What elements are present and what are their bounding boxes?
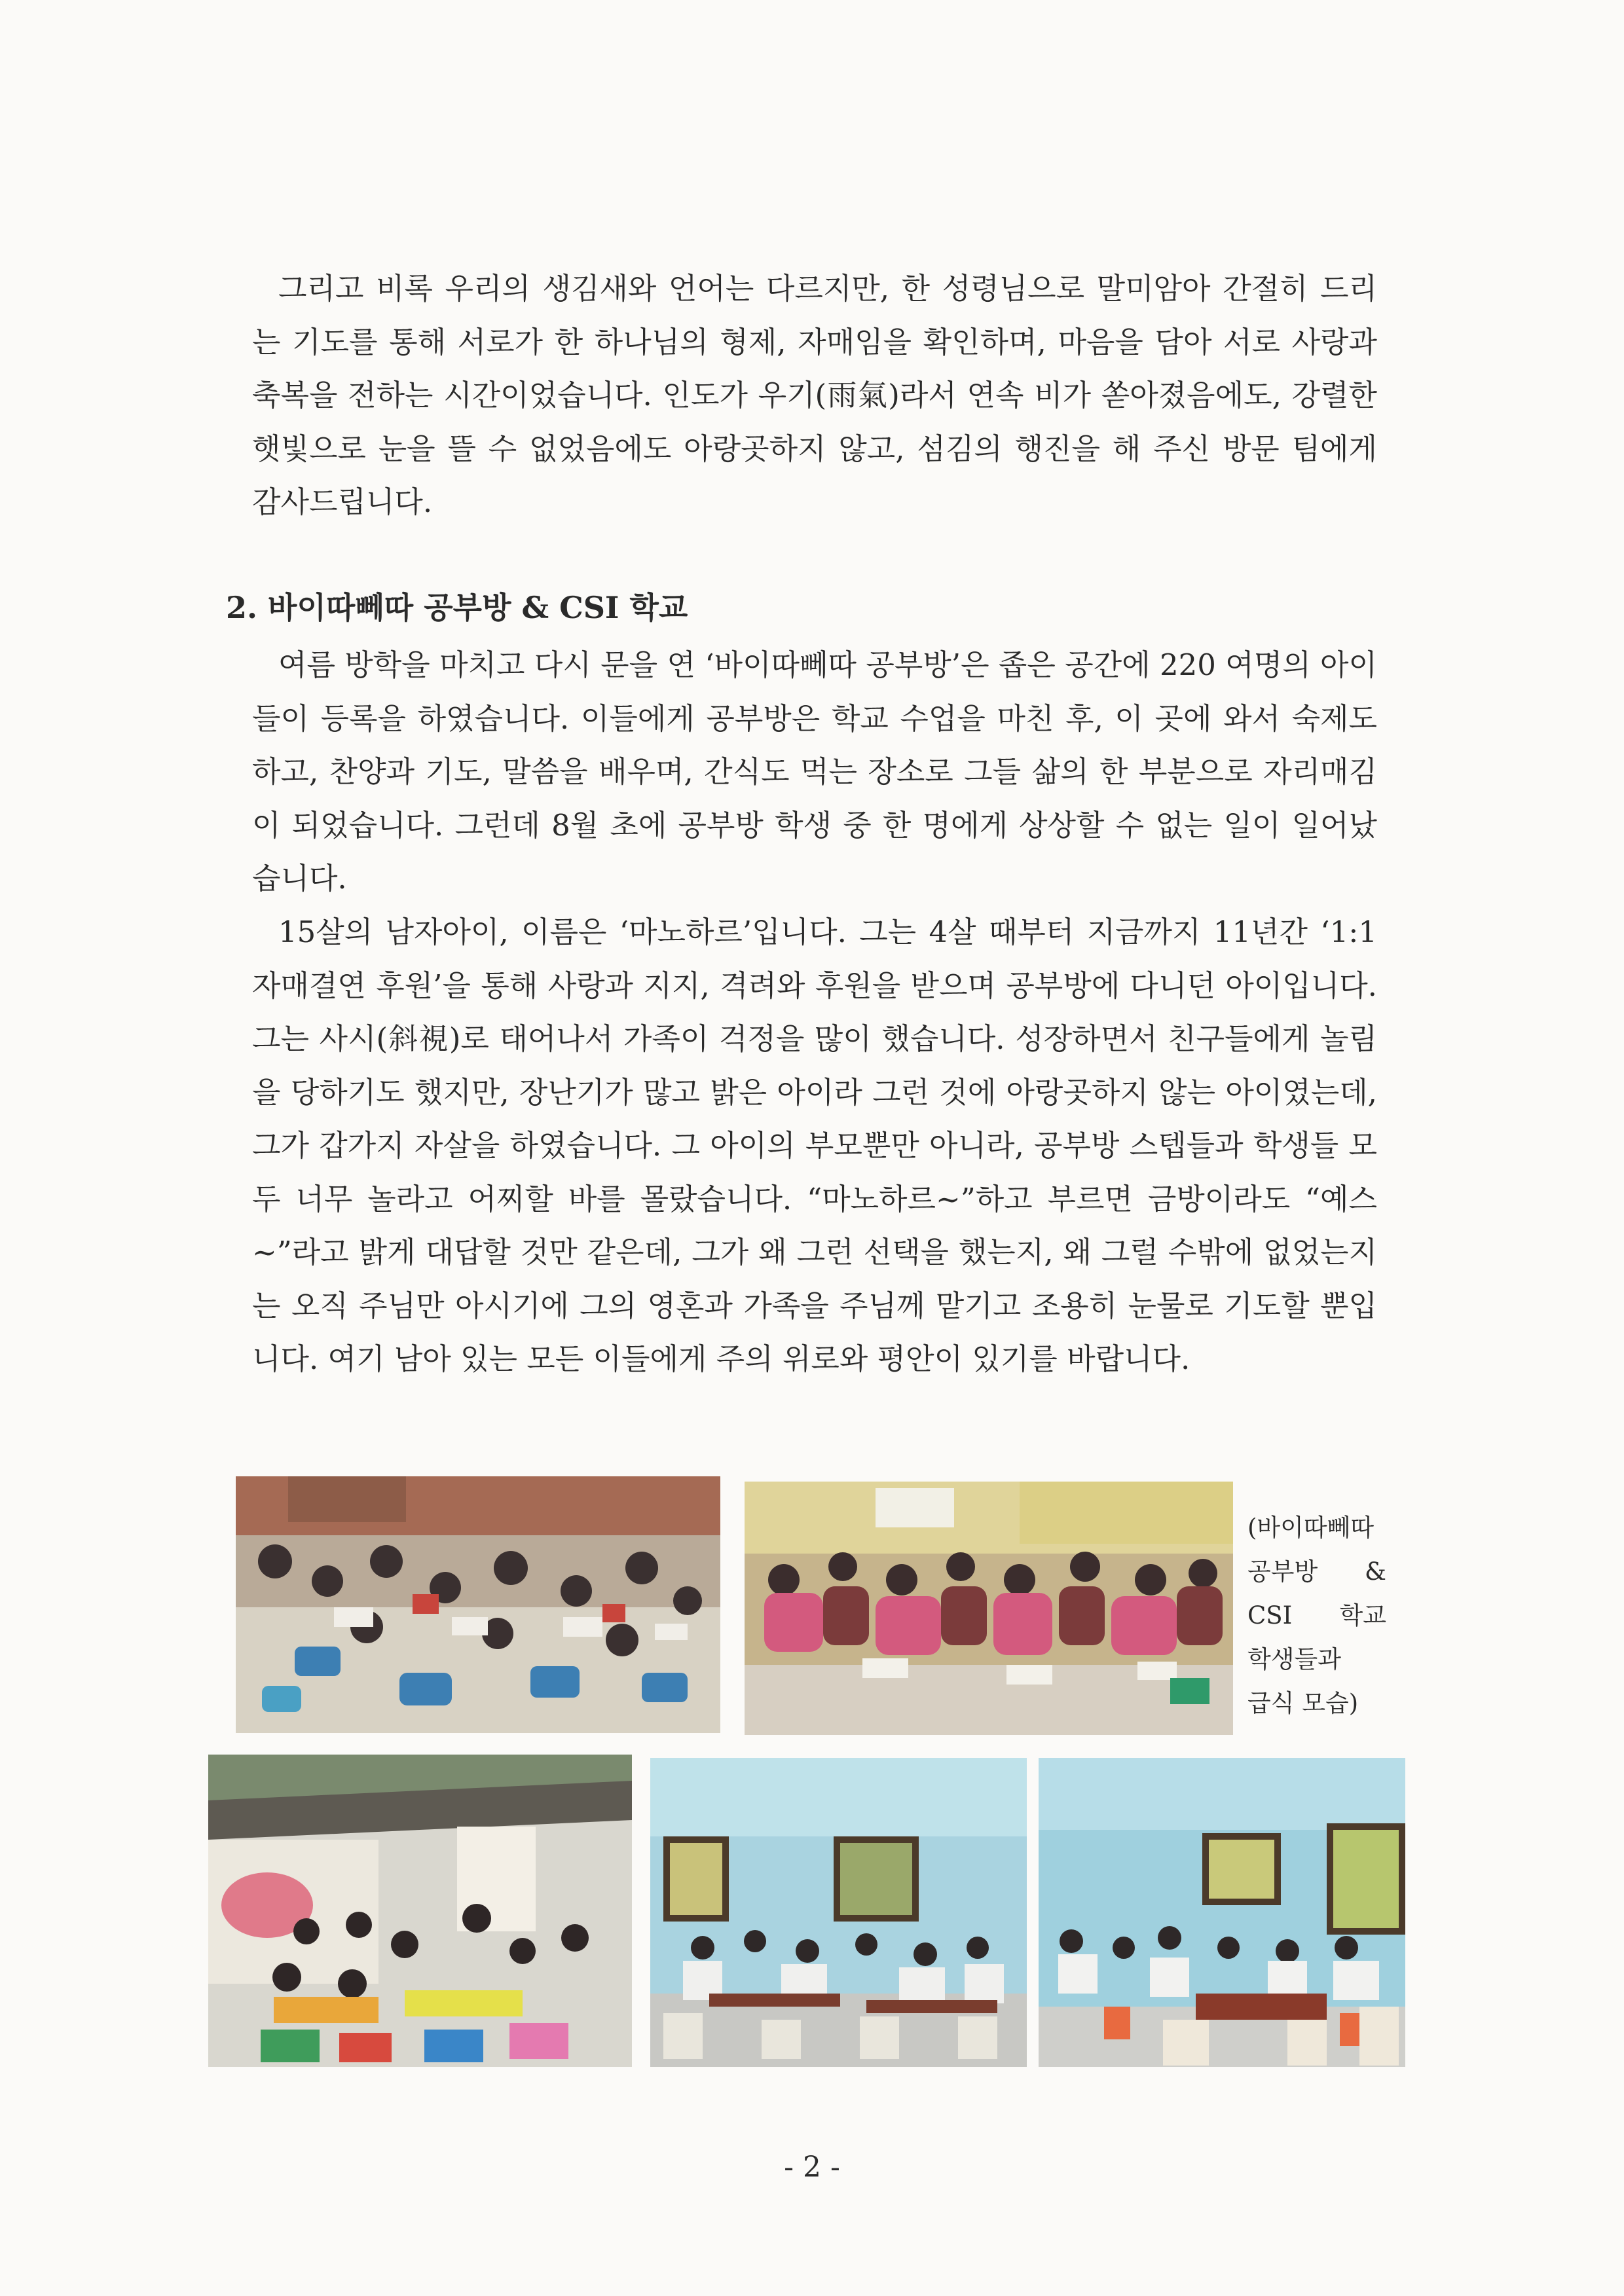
study-room-photo-1 (236, 1476, 720, 1733)
dining-hall-photo-2 (1039, 1758, 1405, 2067)
caption-line: (바이따뻬따 (1247, 1514, 1375, 1542)
section-heading: 2. 바이따뻬따 공부방 & CSI 학교 (226, 590, 688, 625)
school-classroom-photo (208, 1755, 632, 2067)
caption-line: 공부방 & (1247, 1558, 1386, 1586)
caption-line: 급식 모습) (1247, 1689, 1359, 1717)
body-paragraph-3: 15살의 남자아이, 이름은 ‘마노하르’입니다. 그는 4살 때부터 지금까지 11년간 ‘1:1 자매결연 후원’을 통해 사랑과 지지, 격려와 후원을 받으며 공부방에 다니던 아이입니다. 그는 사시(斜視)로 태어나서 가족이 걱정을 많이 했습니다. 성장하면서 친구들에게 놀림을 당하기도 했지만, 장난기가 많고 밝은 아이라 그런 것에 아랑곳하지 않는 아이였는데, 그가 갑가지 자살을 하였습니다. 그 아이의 부모뿐만 아니라, 공부방 스텝들과 학생들 모두 너무 놀라고 어찌할 바를 몰랐습니다. “마노하르~”하고 부르면 금방이라도 “예스~”라고 밝게 대답할 것만 같은데, 그가 왜 그런 선택을 했는지, 왜 그럴 수밖에 없었는지는 오직 주님만 아시기에 그의 영혼과 가족을 주님께 맡기고 조용히 눈물로 기도할 뿐입니다. 여기 남아 있는 모든 이들에게 주의 위로와 평안이 있기를 바랍니다. (252, 915, 1377, 1376)
body-paragraph-1: 그리고 비록 우리의 생김새와 언어는 다르지만, 한 성령님으로 말미암아 간절히 드리는 기도를 통해 서로가 한 하나님의 형제, 자매임을 확인하며, 마음을 담아 서로 사랑과 축복을 전하는 시간이었습니다. 인도가 우기(雨氣)라서 연속 비가 쏟아졌음에도, 강렬한 햇빛으로 눈을 뜰 수 없었음에도 아랑곳하지 않고, 섬김의 행진을 해 주신 방문 팀에게 감사드립니다. (252, 271, 1377, 519)
study-room-photo-2 (745, 1482, 1233, 1735)
caption-line: 학생들과 (1247, 1645, 1341, 1673)
caption-line: CSI 학교 (1247, 1601, 1386, 1630)
dining-hall-photo-1 (650, 1758, 1027, 2067)
page-number: - 2 - (784, 2151, 840, 2184)
photo-caption (1247, 1506, 1386, 1725)
body-paragraph-2: 여름 방학을 마치고 다시 문을 연 ‘바이따뻬따 공부방’은 좁은 공간에 220 여명의 아이들이 등록을 하였습니다. 이들에게 공부방은 학교 수업을 마친 후, 이 곳에 와서 숙제도 하고, 찬양과 기도, 말씀을 배우며, 간식도 먹는 장소로 그들 삶의 한 부분으로 자리매김이 되었습니다. 그런데 8월 초에 공부방 학생 중 한 명에게 상상할 수 없는 일이 일어났습니다. (252, 647, 1377, 896)
